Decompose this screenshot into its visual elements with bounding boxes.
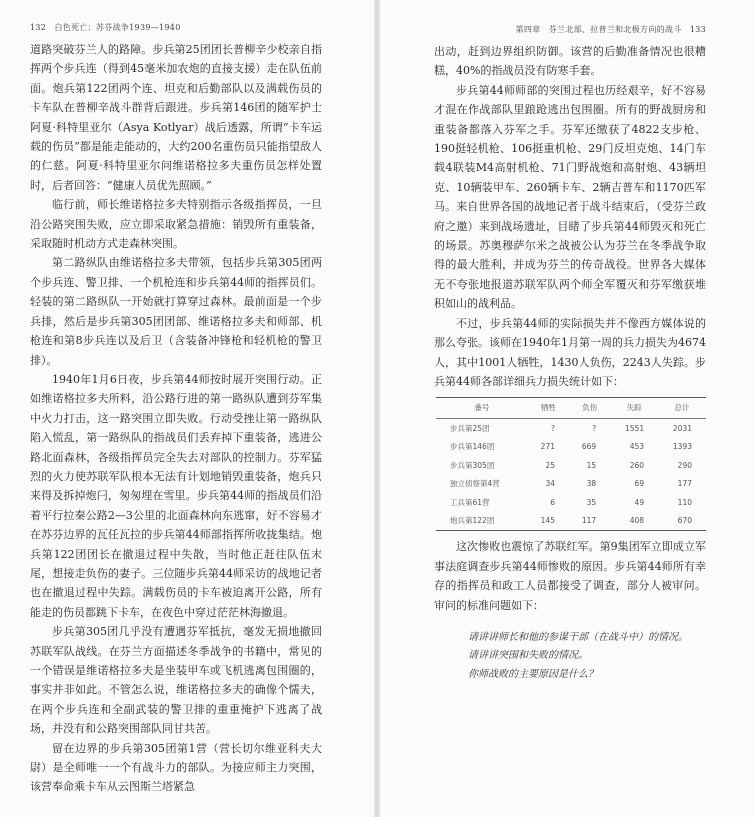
table-cell: 步兵第305团 [450, 460, 495, 470]
table-cell: 炮兵第122团 [450, 516, 495, 526]
table-cell: 260 [629, 460, 645, 470]
col-header-wounded: 负伤 [582, 403, 598, 413]
table-cell: 1393 [672, 442, 692, 452]
question: 你师战败的主要原因是什么？ [468, 668, 598, 680]
paragraph: 不过，步兵第44师的实际损失并不像西方媒体说的那么夸张。该师在1940年1月第一周的兵力损失为4674人，其中1001人牺牲，1430人负伤，2243人失踪。步兵第44师各部详细兵力损失统计如下： [434, 316, 706, 388]
table-cell: ? [551, 423, 555, 433]
paragraph: 这次惨败也震惊了苏联红军。第9集团军立即成立军事法庭调查步兵第44师惨败的原因。步兵第44师所有幸存的指挥员和政工人员都接受了调查，部分人被审问。审问的标准问题如下： [434, 540, 706, 612]
casualty-table [436, 397, 706, 531]
col-header-unit: 番号 [474, 403, 490, 413]
table-cell: 34 [545, 479, 555, 489]
table-row [436, 419, 706, 438]
col-header-total: 总计 [674, 403, 690, 413]
paragraph: 步兵第305团几乎没有遭遇芬军抵抗，毫发无损地撤回苏联军队战线。在芬兰方面描述冬季战争的书籍中，常见的一个错误是维诺格拉多夫是坐装甲车或飞机逃离包围圈的，事实并非如此。不管怎么说，维诺格拉多夫的确像个懦夫，在两个步兵连和全副武装的警卫排的重重掩护下逃离了战场，并没有和公路突围部队同甘共苦。 [30, 625, 322, 736]
paragraph: 临行前，师长维诺格拉多夫特别指示各级指挥员，一旦沿公路突围失败，应立即采取紧急措施：销毁所有重装备，采取随时机动方式走森林突围。 [30, 198, 322, 251]
table-row [436, 475, 706, 494]
paragraph: 出动，赶到边界组织防御。该营的后勤准备情况也很糟糕，40%的指战员没有防寒手套。 [434, 45, 706, 78]
table-cell: 669 [581, 442, 597, 452]
table-cell: 15 [586, 460, 597, 470]
paragraph: 第二路纵队由维诺格拉多夫带领，包括步兵第305团两个步兵连、警卫排、一个机枪连和步兵第44师的指挥员们。轻装的第二路纵队一开始就打算穿过森林。最前面是一个步兵排，然后是步兵第305团团部、维诺格拉多夫和师部、机枪连和第8步兵连以及后卫（含装备冲锋枪和轻机枪的警卫排）。 [30, 256, 322, 367]
col-header-killed: 牺牲 [540, 403, 556, 413]
table-cell: 670 [677, 516, 692, 526]
table-cell: 69 [634, 479, 645, 489]
table-cell: 6 [550, 497, 555, 507]
table-cell: 步兵第25团 [450, 423, 490, 433]
table-cell: 38 [586, 479, 597, 489]
table-cell: 2031 [672, 423, 692, 433]
right-running-header: 第四章 芬兰北部、拉普兰和北极方向的战斗 133 [515, 25, 706, 34]
table-cell: 1551 [625, 423, 645, 433]
right-body-text [434, 42, 706, 391]
table-cell: 工兵第61营 [450, 497, 490, 507]
table-cell: 独立侦察第4营 [450, 479, 500, 489]
left-page [0, 0, 374, 817]
table-cell: 271 [540, 442, 555, 452]
table-cell: 408 [629, 516, 645, 526]
right-body-text-2 [434, 537, 706, 615]
table-cell: 49 [634, 497, 645, 507]
col-header-missing: 失踪 [626, 403, 642, 413]
casualty-table-wrapper [436, 397, 706, 531]
table-cell: 110 [677, 497, 692, 507]
paragraph: 留在边界的步兵第305团第1营（营长切尔维亚科夫大尉）是全师唯一一个有战斗力的部队。为接应师主力突围，该营奉命乘卡车从云图斯兰塔紧急 [30, 741, 322, 794]
table-cell: ? [592, 423, 597, 433]
table-cell: 35 [586, 497, 597, 507]
table-cell: 145 [540, 516, 555, 526]
paragraph: 1940年1月6日夜，步兵第44师按时展开突围行动。正如维诺格拉多夫所料，沿公路行进的第一路纵队遭到芬军集中火力打击，这一路突围立即失败。行动受挫让第一路纵队陷入慌乱，第一路纵队的指战员们丢弃掉下重装备，逃进公路北面森林，各级指挥员完全失去对部队的控制力。芬军猛烈的火力使苏联军队根本无法有计划地销毁重装备，炮兵只来得及拆掉炮闩，匆匆埋在雪里。步兵第44师的指战员们沿着平行拉秦公路2—3公里的北面森林向东逃窜，好不容易才在苏芬边界的瓦任瓦拉的步兵第44师部指挥所收拢集结。炮兵第122团团长在撤退过程中失散，当时他正赶往队伍末尾，想接走负伤的妻子。三位随步兵第44师采访的战地记者也在撤退过程中失踪。满载伤员的卡车被迫离开公路，所有能走的伤员都跳下卡车，在夜色中穿过茫茫林海撤退。 [30, 372, 322, 619]
question: 请讲讲师长和他的参谋干部（在战斗中）的情况。 [468, 631, 688, 643]
table-cell: 453 [629, 442, 645, 452]
table-cell: 步兵第146团 [450, 442, 495, 452]
table-header-row [436, 398, 706, 419]
table-row [436, 456, 706, 475]
right-page [380, 0, 754, 817]
question: 请讲讲突围和失败的情况。 [468, 650, 588, 662]
table-row [436, 438, 706, 457]
table-row [436, 493, 706, 512]
left-running-header: 132 白色死亡：苏芬战争1939—1940 [30, 23, 181, 32]
interrogation-questions [468, 629, 706, 685]
table-cell: 290 [677, 460, 692, 470]
paragraph: 步兵第44师师部的突围过程也历经艰辛，好不容易才混在作战部队里踉跄逃出包围圈。所有的野战厨房和重装备都落入芬军之手。芬军还缴获了4822支步枪、190挺轻机枪、106挺重机枪、29门反坦克炮、14门车载4联装M4高射机枪、71门野战炮和高射炮、43辆坦克、10辆装甲车、260辆卡车、2辆吉普车和1170匹军马。来自世界各国的战地记者于战斗结束后，（受芬兰政府之邀）来到战场遗址，目睹了步兵第44师毁灭和死亡的场景。苏奥穆萨尔米之战被公认为芬兰在冬季战争取得的最大胜利，并成为芬兰的传奇战役。世界各大媒体无不夸张地报道苏联军队两个师全军覆灭和芬军缴获堆积如山的战利品。 [434, 83, 706, 311]
table-cell: 25 [545, 460, 555, 470]
paragraph: 道路突破芬兰人的路障。步兵第25团团长普柳辛少校亲自指挥两个步兵连（得到45毫米加农炮的直接支援）走在队伍前面。炮兵第122团两个连、坦克和后勤部队以及满载伤员的卡车队在普柳辛战斗群背后跟进。步兵第146团的随军护士阿夏·科特里亚尔（Asya Kotlyar）战后透露，所谓“卡车运载的伤员”都是能走能动的，大约200名重伤员只能指望敌人的仁慈。阿夏·科特里亚尔问维诺格拉多夫重伤员怎样处置时，后者回答：“健康人员优先照顾。” [30, 43, 322, 192]
table-cell: 117 [581, 516, 597, 526]
table-cell: 177 [677, 479, 692, 489]
left-body-text [30, 40, 322, 797]
